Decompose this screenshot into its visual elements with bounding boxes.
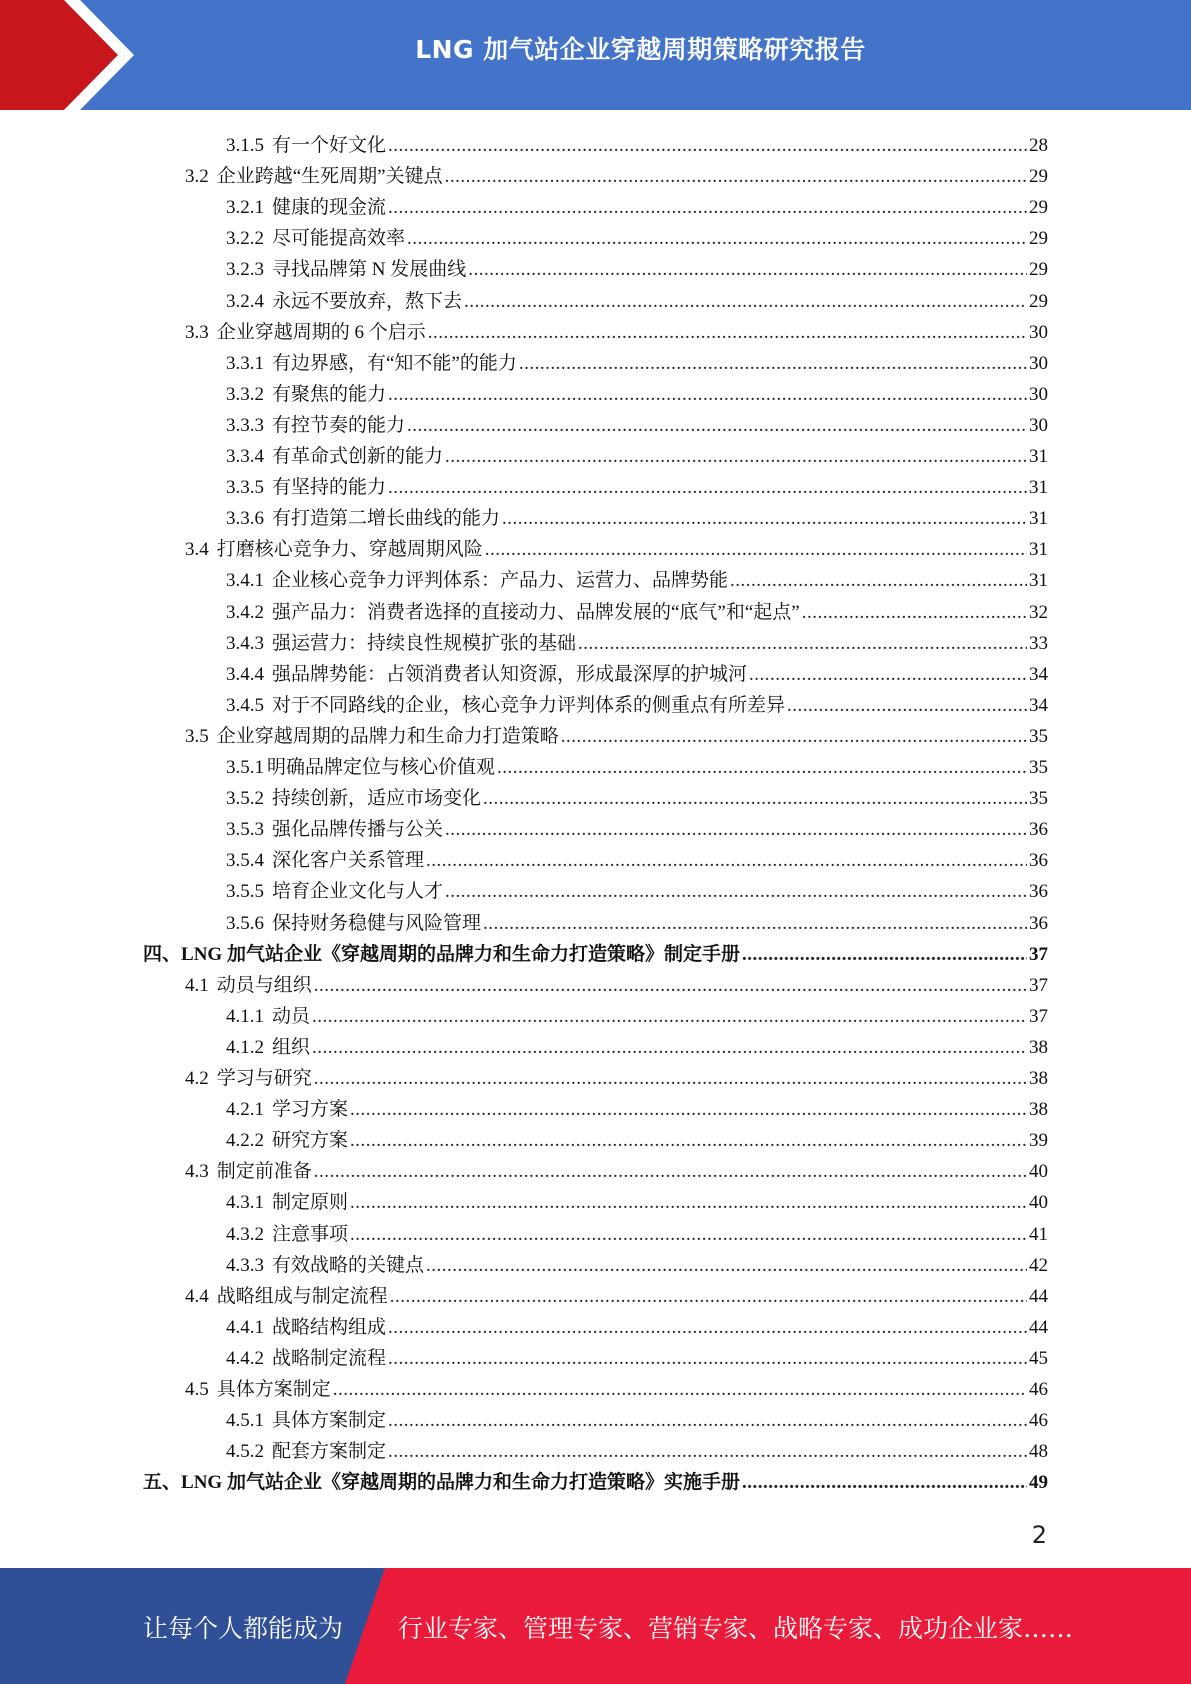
toc-entry[interactable] xyxy=(226,283,1048,314)
toc-entry-number: 4.2 xyxy=(185,1068,209,1089)
toc-entry-number: 3.1.5 xyxy=(226,135,264,156)
toc-entry-title: 深化客户关系管理 xyxy=(272,850,425,872)
toc-dot-leader xyxy=(802,601,1027,625)
toc-entry-page: 37 xyxy=(1029,974,1048,996)
toc-dot-leader xyxy=(497,756,1027,780)
toc-entry-title: 配套方案制定 xyxy=(272,1441,387,1463)
toc-dot-leader xyxy=(742,943,1027,967)
toc-entry-page: 34 xyxy=(1029,663,1048,685)
toc-entry-number: 4.3.3 xyxy=(226,1254,264,1276)
toc-entry-title: 有打造第二增长曲线的能力 xyxy=(272,508,501,530)
toc-entry[interactable] xyxy=(226,656,1048,687)
toc-entry-number: 3.4.3 xyxy=(226,632,264,654)
toc-entry-page: 38 xyxy=(1029,1099,1048,1121)
toc-dot-leader xyxy=(312,1036,1027,1060)
toc-entry-number: 3.3.1 xyxy=(226,352,264,374)
toc-entry-page: 45 xyxy=(1029,1347,1048,1369)
toc-dot-leader xyxy=(388,1316,1027,1340)
toc-entry-number: 4.2.1 xyxy=(226,1099,264,1121)
toc-entry-page: 42 xyxy=(1029,1254,1048,1276)
toc-entry-number: 3.3 xyxy=(185,321,209,343)
toc-entry[interactable] xyxy=(226,1340,1048,1371)
toc-entry-title: 有边界感，有“知不能”的能力 xyxy=(272,352,517,374)
toc-dot-leader xyxy=(468,258,1027,282)
toc-entry-page: 29 xyxy=(1029,197,1048,219)
toc-entry-number: 3.5.2 xyxy=(226,788,264,810)
toc-entry[interactable] xyxy=(185,718,1048,749)
toc-dot-leader xyxy=(388,1440,1027,1464)
toc-entry-number: 3.5.5 xyxy=(226,881,264,903)
toc-entry-page: 30 xyxy=(1029,352,1048,374)
toc-entry-page: 36 xyxy=(1029,912,1048,934)
toc-entry[interactable] xyxy=(226,1091,1048,1122)
toc-entry-page: 40 xyxy=(1029,1192,1048,1214)
toc-dot-leader xyxy=(445,445,1027,469)
toc-entry-title: 明确品牌定位与核心价值观 xyxy=(267,757,496,778)
toc-entry[interactable] xyxy=(226,376,1048,407)
toc-entry[interactable] xyxy=(226,469,1048,500)
toc-entry[interactable] xyxy=(226,1247,1048,1278)
toc-dot-leader xyxy=(314,974,1027,998)
footer-slogan-left: 让每个人都能成为 xyxy=(143,1614,344,1643)
toc-dot-leader xyxy=(390,1285,1027,1309)
toc-entry[interactable] xyxy=(143,936,1048,967)
toc-entry-title: 企业穿越周期的品牌力和生命力打造策略 xyxy=(216,725,559,747)
toc-entry[interactable] xyxy=(226,1433,1048,1464)
toc-entry[interactable] xyxy=(226,500,1048,531)
toc-entry[interactable] xyxy=(226,594,1048,625)
toc-entry-number: 3.5.1 xyxy=(226,757,264,778)
toc-entry[interactable] xyxy=(226,873,1048,904)
toc-entry-title: 有一个好文化 xyxy=(272,135,387,156)
toc-entry[interactable] xyxy=(226,625,1048,656)
toc-entry-title: 战略结构组成 xyxy=(272,1316,387,1338)
toc-entry-page: 28 xyxy=(1029,135,1048,156)
toc-entry-number: 3.2.2 xyxy=(226,228,264,250)
toc-dot-leader xyxy=(350,1191,1027,1215)
toc-dot-leader xyxy=(350,1098,1027,1122)
toc-entry-page: 48 xyxy=(1029,1441,1048,1463)
toc-entry-title: 学习方案 xyxy=(272,1099,349,1121)
toc-entry-title: LNG 加气站企业《穿越周期的品牌力和生命力打造策略》实施手册 xyxy=(181,1472,740,1494)
toc-entry-title: 具体方案制定 xyxy=(216,1379,331,1400)
toc-entry-number: 四、 xyxy=(143,943,182,965)
toc-entry-page: 39 xyxy=(1029,1130,1048,1152)
toc-dot-leader xyxy=(388,383,1027,407)
toc-dot-leader xyxy=(312,1005,1027,1029)
toc-entry-page: 44 xyxy=(1029,1316,1048,1338)
toc-entry-page: 30 xyxy=(1029,414,1048,436)
toc-entry-page: 38 xyxy=(1029,1036,1048,1058)
toc-entry-title: 尽可能提高效率 xyxy=(272,228,406,250)
toc-entry-page: 49 xyxy=(1029,1472,1048,1494)
toc-dot-leader xyxy=(428,321,1027,345)
toc-entry-title: 有控节奏的能力 xyxy=(272,414,406,436)
toc-dot-leader xyxy=(407,414,1027,438)
toc-entry-title: 打磨核心竞争力、穿越周期风险 xyxy=(216,539,483,561)
toc-entry-page: 31 xyxy=(1029,508,1048,530)
toc-entry[interactable] xyxy=(226,189,1048,220)
toc-entry-number: 4.1.2 xyxy=(226,1036,264,1058)
toc-entry-page: 44 xyxy=(1029,1285,1048,1307)
toc-entry-page: 30 xyxy=(1029,383,1048,405)
toc-entry-title: 有革命式创新的能力 xyxy=(272,446,444,467)
toc-entry[interactable] xyxy=(226,251,1048,282)
toc-entry-number: 4.5 xyxy=(185,1379,209,1400)
toc-entry-number: 3.2.1 xyxy=(226,197,264,219)
toc-entry-number: 3.2.4 xyxy=(226,290,264,312)
toc-entry-number: 3.2 xyxy=(185,166,209,188)
toc-entry-number: 3.4.4 xyxy=(226,663,264,685)
toc-entry-number: 3.4 xyxy=(185,539,209,561)
toc-entry-title: 战略组成与制定流程 xyxy=(216,1285,388,1307)
toc-entry-page: 35 xyxy=(1029,725,1048,747)
toc-dot-leader xyxy=(485,538,1027,562)
toc-entry-title: 企业核心竞争力评判体系：产品力、运营力、品牌势能 xyxy=(272,570,729,592)
toc-entry-page: 36 xyxy=(1029,819,1048,841)
toc-entry-page: 46 xyxy=(1029,1410,1048,1432)
toc-entry-number: 4.2.2 xyxy=(226,1130,264,1152)
toc-dot-leader xyxy=(388,196,1027,220)
toc-entry-number: 4.4 xyxy=(185,1285,209,1307)
toc-dot-leader xyxy=(578,632,1027,656)
toc-entry-title: 强品牌势能：占领消费者认知资源，形成最深厚的护城河 xyxy=(272,663,748,685)
toc-entry-title: 强产品力：消费者选择的直接动力、品牌发展的“底气”和“起点” xyxy=(272,601,800,623)
toc-entry-page: 35 xyxy=(1029,788,1048,810)
toc-entry-title: 企业穿越周期的 6 个启示 xyxy=(216,321,426,343)
toc-entry[interactable] xyxy=(226,345,1048,376)
toc-entry-number: 3.5.3 xyxy=(226,819,264,841)
toc-entry-title: 学习与研究 xyxy=(216,1068,312,1089)
toc-entry-page: 36 xyxy=(1029,881,1048,903)
toc-dot-leader xyxy=(483,787,1027,811)
toc-entry[interactable] xyxy=(226,1029,1048,1060)
toc-dot-leader xyxy=(445,818,1027,842)
toc-entry-number: 3.3.4 xyxy=(226,446,264,467)
toc-dot-leader xyxy=(464,290,1027,314)
toc-dot-leader xyxy=(742,1471,1027,1495)
toc-entry[interactable] xyxy=(226,749,1048,780)
toc-entry-page: 37 xyxy=(1029,1005,1048,1027)
toc-entry-title: 研究方案 xyxy=(272,1130,349,1152)
toc-dot-leader xyxy=(561,725,1027,749)
toc-dot-leader xyxy=(314,1160,1027,1184)
toc-dot-leader xyxy=(388,476,1027,500)
toc-dot-leader xyxy=(407,227,1027,251)
toc-entry-title: 制定原则 xyxy=(272,1192,349,1214)
toc-entry[interactable] xyxy=(185,1060,1048,1091)
toc-entry-number: 3.4.1 xyxy=(226,570,264,592)
toc-entry[interactable] xyxy=(226,1402,1048,1433)
toc-entry-page: 38 xyxy=(1029,1068,1048,1089)
footer-slogan-right: 行业专家、管理专家、营销专家、战略专家、成功企业家…… xyxy=(398,1614,1074,1643)
toc-entry-title: 动员 xyxy=(272,1005,311,1027)
toc-dot-leader xyxy=(426,849,1027,873)
toc-entry-page: 37 xyxy=(1029,943,1048,965)
toc-entry-page: 33 xyxy=(1029,632,1048,654)
toc-entry-title: 战略制定流程 xyxy=(272,1347,387,1369)
toc-entry[interactable] xyxy=(226,562,1048,593)
toc-entry-number: 3.3.3 xyxy=(226,414,264,436)
toc-entry-title: 强化品牌传播与公关 xyxy=(272,819,444,841)
toc-entry-number: 4.3.1 xyxy=(226,1192,264,1214)
toc-entry-number: 4.4.2 xyxy=(226,1347,264,1369)
toc-entry[interactable] xyxy=(185,531,1048,562)
toc-entry-title: 永远不要放弃，熬下去 xyxy=(272,290,463,312)
toc-entry[interactable] xyxy=(226,780,1048,811)
toc-dot-leader xyxy=(502,507,1027,531)
toc-entry-title: 强运营力：持续良性规模扩张的基础 xyxy=(272,632,577,654)
toc-entry[interactable] xyxy=(226,811,1048,842)
toc-entry-page: 29 xyxy=(1029,259,1048,281)
toc-entry-page: 31 xyxy=(1029,477,1048,499)
toc-entry-page: 36 xyxy=(1029,850,1048,872)
toc-dot-leader xyxy=(483,912,1027,936)
toc-entry-page: 34 xyxy=(1029,694,1048,716)
toc-entry-number: 3.5.6 xyxy=(226,912,264,934)
toc-dot-leader xyxy=(749,663,1027,687)
toc-dot-leader xyxy=(388,1347,1027,1371)
toc-entry[interactable] xyxy=(185,967,1048,998)
toc-entry-title: 有聚焦的能力 xyxy=(272,383,387,405)
toc-entry-page: 40 xyxy=(1029,1161,1048,1183)
toc-entry[interactable] xyxy=(226,438,1048,469)
toc-entry[interactable] xyxy=(226,1309,1048,1340)
toc-entry-number: 3.4.5 xyxy=(226,694,264,716)
toc-dot-leader xyxy=(445,880,1027,904)
toc-entry-title: LNG 加气站企业《穿越周期的品牌力和生命力打造策略》制定手册 xyxy=(181,943,740,965)
toc-entry-number: 4.3 xyxy=(185,1161,209,1183)
page-footer xyxy=(0,1568,1191,1684)
toc-entry[interactable] xyxy=(226,407,1048,438)
toc-entry-number: 4.5.2 xyxy=(226,1441,264,1463)
toc-entry-title: 寻找品牌第 N 发展曲线 xyxy=(272,259,467,281)
toc-entry-title: 具体方案制定 xyxy=(272,1410,387,1432)
toc-entry[interactable] xyxy=(143,1464,1048,1495)
toc-entry-title: 健康的现金流 xyxy=(272,197,387,219)
toc-entry[interactable] xyxy=(185,1278,1048,1309)
toc-entry[interactable] xyxy=(226,998,1048,1029)
toc-entry-number: 4.5.1 xyxy=(226,1410,264,1432)
toc-entry[interactable] xyxy=(226,1184,1048,1215)
toc-entry[interactable] xyxy=(185,314,1048,345)
toc-dot-leader xyxy=(350,1129,1027,1153)
toc-entry-number: 3.4.2 xyxy=(226,601,264,623)
toc-entry-title: 组织 xyxy=(272,1036,311,1058)
toc-entry[interactable] xyxy=(226,905,1048,936)
toc-entry-number: 3.2.3 xyxy=(226,259,264,281)
toc-entry-page: 41 xyxy=(1029,1223,1048,1245)
toc-entry[interactable] xyxy=(185,1371,1048,1402)
page-number: 2 xyxy=(1031,1521,1047,1549)
toc-entry-page: 31 xyxy=(1029,570,1048,592)
toc-entry-title: 对于不同路线的企业，核心竞争力评判体系的侧重点有所差异 xyxy=(272,694,786,716)
toc-entry[interactable] xyxy=(185,1153,1048,1184)
toc-dot-leader xyxy=(388,1409,1027,1433)
toc-entry[interactable] xyxy=(226,687,1048,718)
toc-entry-title: 动员与组织 xyxy=(216,974,312,996)
toc-entry-page: 35 xyxy=(1029,757,1048,778)
toc-entry-number: 4.1 xyxy=(185,974,209,996)
toc-entry[interactable] xyxy=(226,220,1048,251)
toc-dot-leader xyxy=(350,1223,1027,1247)
toc-entry-number: 3.5 xyxy=(185,725,209,747)
toc-dot-leader xyxy=(445,165,1027,189)
toc-entry-page: 29 xyxy=(1029,228,1048,250)
toc-entry-title: 培育企业文化与人才 xyxy=(272,881,444,903)
toc-entry[interactable] xyxy=(226,842,1048,873)
toc-entry-title: 企业跨越“生死周期”关键点 xyxy=(216,166,443,188)
toc-entry-title: 有坚持的能力 xyxy=(272,477,387,499)
toc-dot-leader xyxy=(388,134,1027,158)
toc-entry-page: 31 xyxy=(1029,446,1048,467)
toc-entry-title: 保持财务稳健与风险管理 xyxy=(272,912,482,934)
toc-dot-leader xyxy=(730,569,1027,593)
toc-entry-number: 4.3.2 xyxy=(226,1223,264,1245)
toc-entry-number: 3.5.4 xyxy=(226,850,264,872)
toc-entry[interactable] xyxy=(226,1122,1048,1153)
toc-entry-number: 3.3.6 xyxy=(226,508,264,530)
toc-entry-title: 注意事项 xyxy=(272,1223,349,1245)
toc-entry-number: 3.3.2 xyxy=(226,383,264,405)
page-header xyxy=(0,0,1191,110)
toc-entry[interactable] xyxy=(226,127,1048,158)
toc-entry-page: 29 xyxy=(1029,290,1048,312)
toc-entry-number: 4.1.1 xyxy=(226,1005,264,1027)
toc-dot-leader xyxy=(426,1254,1027,1278)
toc-entry-page: 29 xyxy=(1029,166,1048,188)
toc-entry-title: 持续创新，适应市场变化 xyxy=(272,788,482,810)
toc-entry[interactable] xyxy=(185,158,1048,189)
toc-entry-number: 4.4.1 xyxy=(226,1316,264,1338)
page-title: LNG 加气站企业穿越周期策略研究报告 xyxy=(415,35,866,64)
toc-entry-number: 五、 xyxy=(143,1472,182,1494)
toc-entry-number: 3.3.5 xyxy=(226,477,264,499)
toc-dot-leader xyxy=(333,1378,1027,1402)
toc-dot-leader xyxy=(519,352,1027,376)
toc-entry-page: 31 xyxy=(1029,539,1048,561)
toc-dot-leader xyxy=(314,1067,1027,1091)
toc-entry-page: 32 xyxy=(1029,601,1048,623)
toc-entry-title: 有效战略的关键点 xyxy=(272,1254,425,1276)
toc-entry-title: 制定前准备 xyxy=(216,1161,312,1183)
toc-entry-page: 30 xyxy=(1029,321,1048,343)
toc-entry-page: 46 xyxy=(1029,1379,1048,1400)
toc-dot-leader xyxy=(787,694,1027,718)
toc-entry[interactable] xyxy=(226,1216,1048,1247)
